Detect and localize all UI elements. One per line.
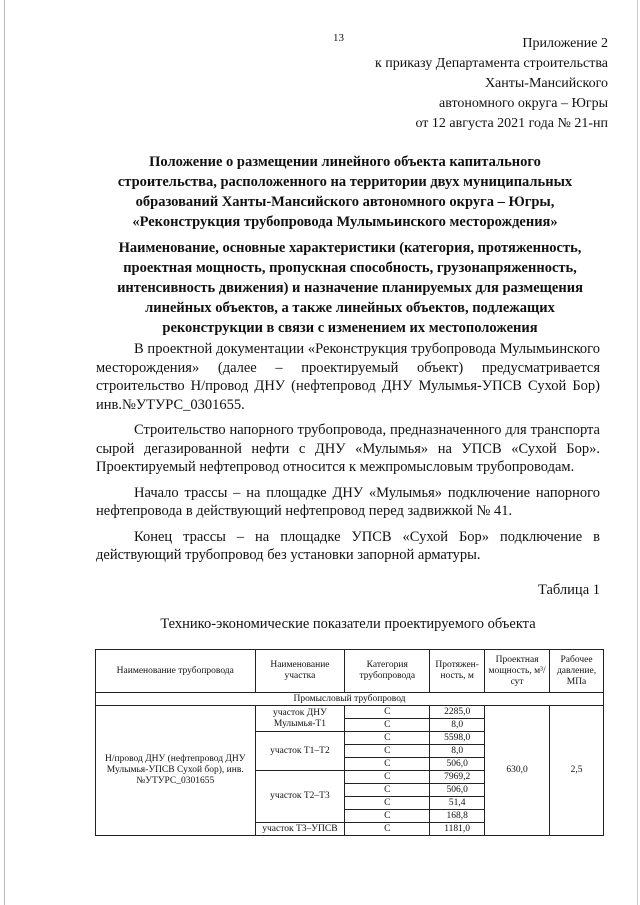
table-caption: Технико-экономические показатели проектируемого объекта (160, 616, 536, 632)
category-cell: С (345, 810, 430, 823)
category-cell: С (345, 784, 430, 797)
length-cell: 506,0 (430, 784, 485, 797)
category-cell: С (345, 745, 430, 758)
appendix-line: автономного округа – Югры (439, 96, 608, 111)
length-cell: 1181,0 (430, 823, 485, 836)
header-cell: Наименование участка (255, 650, 345, 693)
title-line: образований Ханты-Мансийского автономного округа – Югры, (135, 194, 555, 210)
category-cell: С (345, 719, 430, 732)
table-section-row (96, 693, 604, 706)
title-line: «Реконструкция трубопровода Мулымьинского месторождения» (132, 214, 558, 230)
appendix-header (375, 34, 608, 134)
body-text (96, 340, 600, 572)
table-header-row (96, 650, 604, 693)
scan-edge-right (637, 0, 638, 905)
paragraph: В проектной документации «Реконструкция трубопровода Мулымьинского месторождения» (далее – проектируемый объект) предусматривается строительство Н/провод ДНУ (нефтепровод ДНУ Мулымья-УПСВ Сухой Бор) инв.№УТУРС_0301655. (96, 341, 600, 413)
section-heading (80, 238, 620, 338)
paragraph: Строительство напорного трубопровода, предназначенного для транспорта сырой дегазированной нефти с ДНУ «Мулымья» на УПСВ «Сухой Бор». Проектируемый нефтепровод относится к межпромысловым трубопроводам. (96, 422, 600, 475)
segment-name-cell: участок Т1–Т2 (255, 732, 345, 771)
indicators-table (95, 649, 604, 836)
title-line: Положение о размещении линейного объекта капитального (149, 154, 541, 170)
pipeline-name-cell: Н/провод ДНУ (нефтепровод ДНУ Мулымья-УПСВ Сухой бор), инв.№УТУРС_0301655 (96, 706, 256, 836)
header-cell: Проектная мощность, м³/сут (485, 650, 550, 693)
appendix-line: Ханты-Мансийского (484, 76, 608, 91)
header-cell: Категория трубопровода (345, 650, 430, 693)
category-cell: С (345, 758, 430, 771)
length-cell: 7969,2 (430, 771, 485, 784)
category-cell: С (345, 771, 430, 784)
category-cell: С (345, 823, 430, 836)
length-cell: 8,0 (430, 745, 485, 758)
pressure-cell: 2,5 (550, 706, 604, 836)
paragraph: Конец трассы – на площадке УПСВ «Сухой Бор» подключение в действующий трубопровод без установки запорной арматуры. (96, 528, 600, 563)
appendix-line: от 12 августа 2021 года № 21-нп (415, 116, 608, 131)
title-line: строительства, расположенного на территории двух муниципальных (117, 174, 573, 190)
length-cell: 5598,0 (430, 732, 485, 745)
appendix-line: к приказу Департамента строительства (374, 56, 608, 71)
heading-line: реконструкции в связи с изменением их местоположения (162, 320, 538, 336)
length-cell: 506,0 (430, 758, 485, 771)
scan-edge-left (4, 0, 5, 905)
segment-name-cell: участок Т2–Т3 (255, 771, 345, 823)
length-cell: 8,0 (430, 719, 485, 732)
category-cell: С (345, 732, 430, 745)
heading-line: Наименование, основные характеристики (категория, протяженность, (118, 240, 582, 256)
length-cell: 51,4 (430, 797, 485, 810)
segment-name-cell: участок ДНУ Мулымья-Т1 (255, 706, 345, 732)
table-label: Таблица 1 (537, 582, 600, 598)
header-cell: Протяжен-ность, м (430, 650, 485, 693)
header-cell: Наименование трубопровода (96, 650, 256, 693)
appendix-line: Приложение 2 (522, 36, 608, 51)
paragraph: Начало трассы – на площадке ДНУ «Мулымья» подключение напорного нефтепровода в действующий нефтепровод перед задвижкой № 41. (96, 484, 600, 519)
header-cell: Рабочее давление, МПа (550, 650, 604, 693)
segment-name-cell: участок Т3–УПСВ (255, 823, 345, 836)
category-cell: С (345, 706, 430, 719)
length-cell: 2285,0 (430, 706, 485, 719)
document-title (70, 152, 620, 232)
table-row (96, 706, 604, 719)
category-cell: С (345, 797, 430, 810)
heading-line: проектная мощность, пропускная способность, грузонапряженность, (123, 260, 577, 276)
length-cell: 168,8 (430, 810, 485, 823)
heading-line: линейных объектов, а также линейных объектов, подлежащих (145, 300, 555, 316)
capacity-cell: 630,0 (485, 706, 550, 836)
page-number: 13 (333, 32, 344, 44)
heading-line: интенсивность движения) и назначение планируемых для размещения (117, 280, 583, 296)
section-cell: Промысловый трубопровод (96, 693, 604, 706)
